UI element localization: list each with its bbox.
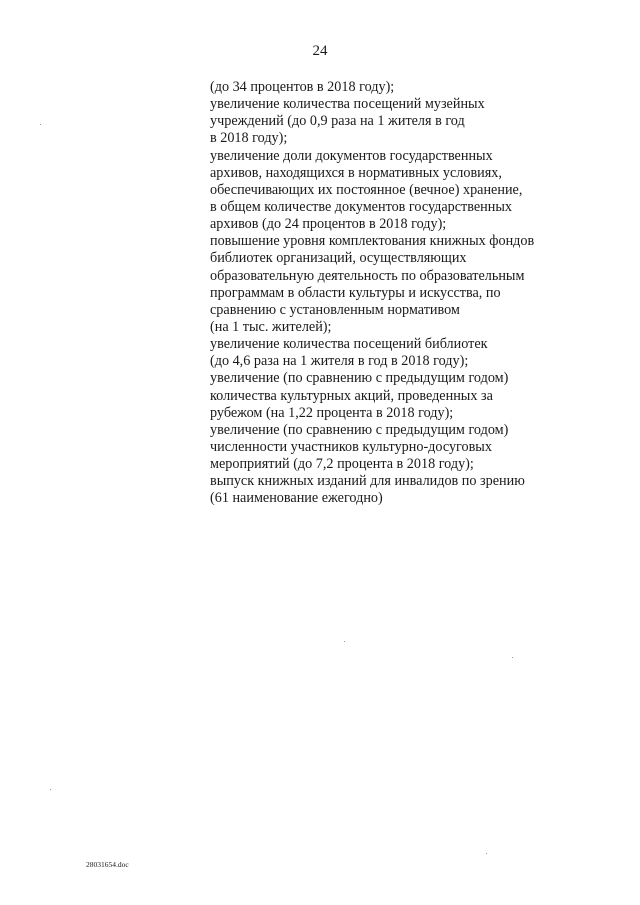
- text-line: (до 34 процентов в 2018 году);: [210, 79, 395, 95]
- text-line: архивов, находящихся в нормативных условиях,: [210, 164, 502, 181]
- text-line: увеличение количества посещений музейных: [210, 96, 485, 113]
- text-line: увеличение количества посещений библиотек: [210, 336, 488, 353]
- text-line: учреждений (до 0,9 раза на 1 жителя в год: [210, 113, 465, 130]
- text-line: (до 4,6 раза на 1 жителя в год в 2018 году);: [210, 353, 469, 370]
- text-line: увеличение (по сравнению с предыдущим годом): [210, 370, 509, 387]
- scan-speck: [344, 641, 345, 642]
- page-number: 24: [312, 43, 328, 59]
- text-line: количества культурных акций, проведенных за: [210, 387, 493, 404]
- text-line: численности участников культурно-досуговых: [210, 438, 492, 455]
- scan-speck: [512, 657, 513, 658]
- text-line: увеличение доли документов государственных: [210, 147, 493, 164]
- text-line: выпуск книжных изданий для инвалидов по зрению: [210, 473, 525, 490]
- text-line: рубежом (на 1,22 процента в 2018 году);: [210, 404, 454, 421]
- text-line: в 2018 году);: [210, 130, 288, 147]
- text-line: обеспечивающих их постоянное (вечное) хранение,: [210, 181, 523, 198]
- text-line: мероприятий (до 7,2 процента в 2018 году);: [210, 456, 474, 473]
- text-line: архивов (до 24 процентов в 2018 году);: [210, 216, 447, 233]
- body-text: [210, 79, 570, 508]
- text-line: в общем количестве документов государственных: [210, 198, 512, 215]
- scan-speck: [486, 853, 487, 854]
- text-line: библиотек организаций, осуществляющих: [210, 250, 467, 267]
- text-line: (61 наименование ежегодно): [210, 490, 383, 507]
- footer-file-code: 28031654.doc: [86, 860, 129, 869]
- text-line: повышение уровня комплектования книжных фондов: [210, 233, 535, 250]
- scan-speck: [40, 124, 41, 125]
- text-line: сравнению с установленным нормативом: [210, 301, 460, 318]
- text-line: образовательную деятельность по образовательным: [210, 267, 525, 284]
- text-line: программам в области культуры и искусства, по: [210, 284, 501, 301]
- text-line: увеличение (по сравнению с предыдущим годом): [210, 421, 509, 438]
- scan-speck: [50, 789, 51, 790]
- text-line: (на 1 тыс. жителей);: [210, 318, 332, 335]
